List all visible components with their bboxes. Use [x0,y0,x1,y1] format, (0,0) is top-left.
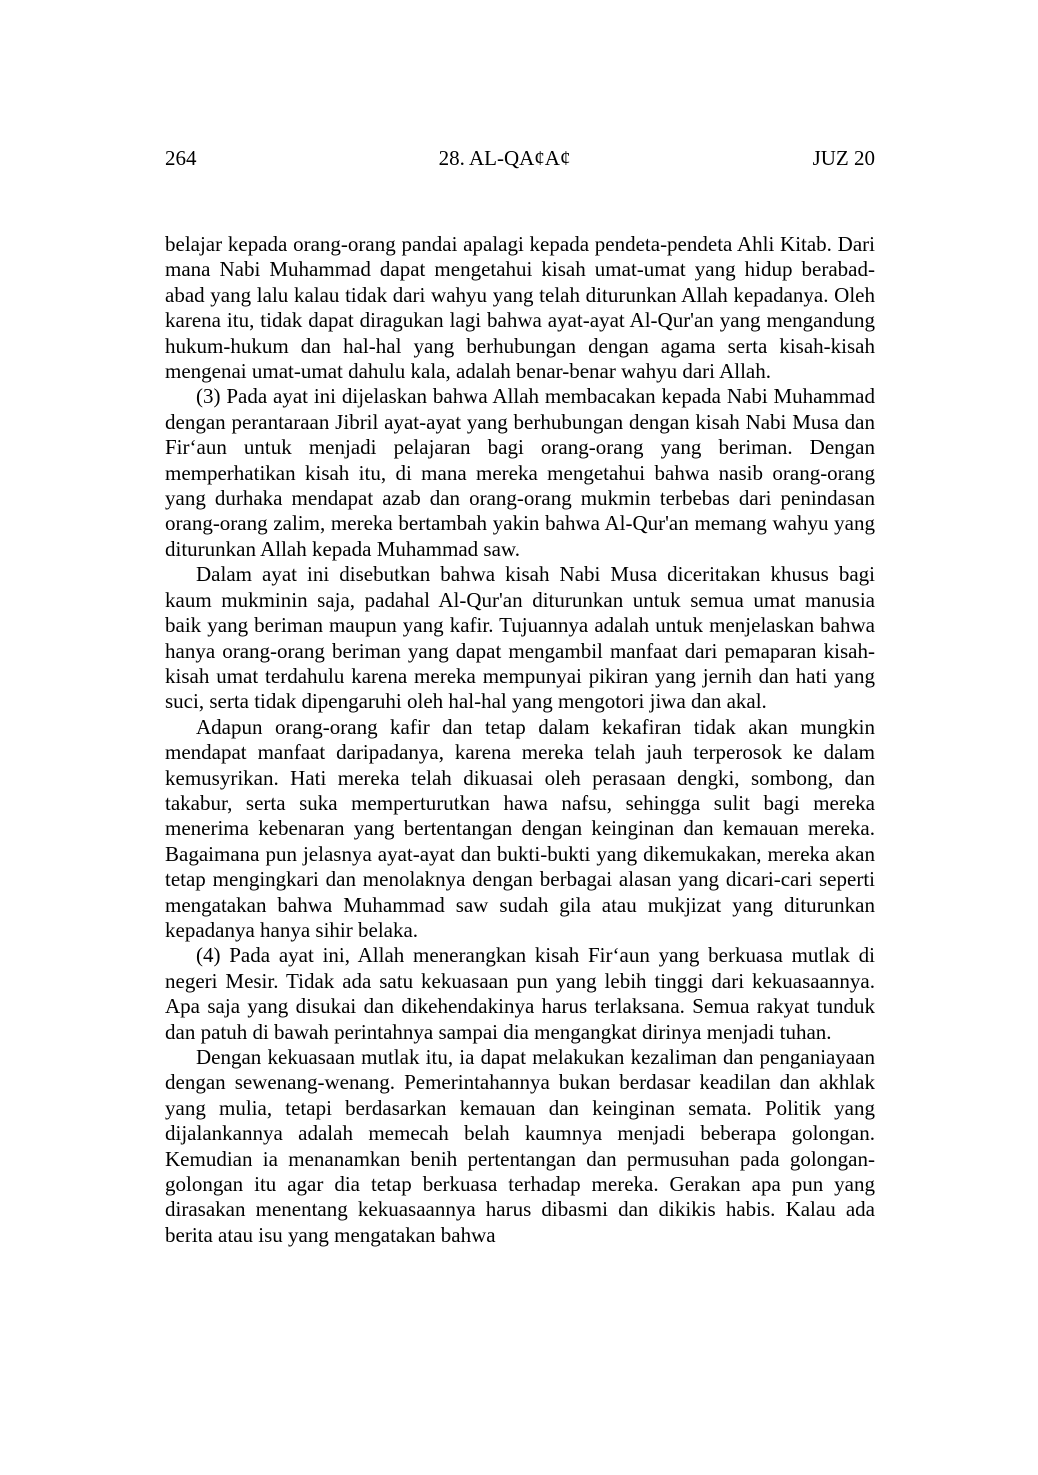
paragraph-continued: belajar kepada orang-orang pandai apalagi kepada pendeta-pendeta Ahli Kitab. Dari mana Nabi Muhammad dapat mengetahui kisah umat-umat yang hidup berabad-abad yang lalu kalau tidak dari wahyu yang telah diturunkan Allah kepadanya. Oleh karena itu, tidak dapat diragukan lagi bahwa ayat-ayat Al-Qur'an yang mengandung hukum-hukum dan hal-hal yang berhubungan dengan agama serta kisah-kisah mengenai umat-umat dahulu kala, adalah benar-benar wahyu dari Allah. [165,232,875,384]
paragraph-verse-3: (3) Pada ayat ini dijelaskan bahwa Allah membacakan kepada Nabi Muhammad dengan perantaraan Jibril ayat-ayat yang berhubungan dengan kisah Nabi Musa dan Fir‘aun untuk menjadi pelajaran bagi orang-orang yang beriman. Dengan memperhatikan kisah itu, di mana mereka mengetahui bahwa nasib orang-orang yang durhaka mendapat azab dan orang-orang mukmin terbebas dari penindasan orang-orang zalim, mereka bertambah yakin bahwa Al-Qur'an memang wahyu yang diturunkan Allah kepada Muhammad saw. [165,384,875,561]
running-header [165,138,875,178]
paragraph-verse-4: (4) Pada ayat ini, Allah menerangkan kisah Fir‘aun yang berkuasa mutlak di negeri Mesir. Tidak ada satu kekuasaan pun yang lebih tinggi dari kekuasaannya. Apa saja yang disukai dan dikehendakinya harus terlaksana. Semua rakyat tunduk dan patuh di bawah perintahnya sampai dia mengangkat dirinya menjadi tuhan. [165,943,875,1044]
paragraph-mukminin: Dalam ayat ini disebutkan bahwa kisah Nabi Musa diceritakan khusus bagi kaum mukminin saja, padahal Al-Qur'an diturunkan untuk semua umat manusia baik yang beriman maupun yang kafir. Tujuannya adalah untuk menjelaskan bahwa hanya orang-orang beriman yang dapat mengambil manfaat dari pemaparan kisah-kisah umat terdahulu karena mereka mempunyai pikiran yang jernih dan hati yang suci, serta tidak dipengaruhi oleh hal-hal yang mengotori jiwa dan akal. [165,562,875,714]
body-text [165,232,875,1248]
paragraph-kafir: Adapun orang-orang kafir dan tetap dalam kekafiran tidak akan mungkin mendapat manfaat daripadanya, karena mereka telah jauh terperosok ke dalam kemusyrikan. Hati mereka telah dikuasai oleh perasaan dengki, sombong, dan takabur, serta suka memperturutkan hawa nafsu, sehingga sulit bagi mereka menerima kebenaran yang bertentangan dengan keinginan dan kemauan mereka. Bagaimana pun jelasnya ayat-ayat dan bukti-bukti yang dikemukakan, mereka akan tetap mengingkari dan menolaknya dengan berbagai alasan yang dicari-cari seperti mengatakan bahwa Muhammad saw sudah gila atau mukjizat yang diturunkan kepadanya hanya sihir belaka. [165,714,875,942]
juz-label: JUZ 20 [812,146,875,170]
chapter-title: 28. AL-QA¢A¢ [438,146,571,170]
page-number: 264 [165,146,197,170]
book-page [165,138,875,1248]
paragraph-kekuasaan: Dengan kekuasaan mutlak itu, ia dapat melakukan kezaliman dan penganiayaan dengan sewenang-wenang. Pemerintahannya bukan berdasar keadilan dan akhlak yang mulia, tetapi berdasarkan kemauan dan keinginan semata. Politik yang dijalankannya adalah memecah belah kaumnya menjadi beberapa golongan. Kemudian ia menanamkan benih pertentangan dan permusuhan pada golongan-golongan itu agar dia tetap berkuasa terhadap mereka. Gerakan apa pun yang dirasakan menentang kekuasaannya harus dibasmi dan dikikis habis. Kalau ada berita atau isu yang mengatakan bahwa [165,1045,875,1247]
